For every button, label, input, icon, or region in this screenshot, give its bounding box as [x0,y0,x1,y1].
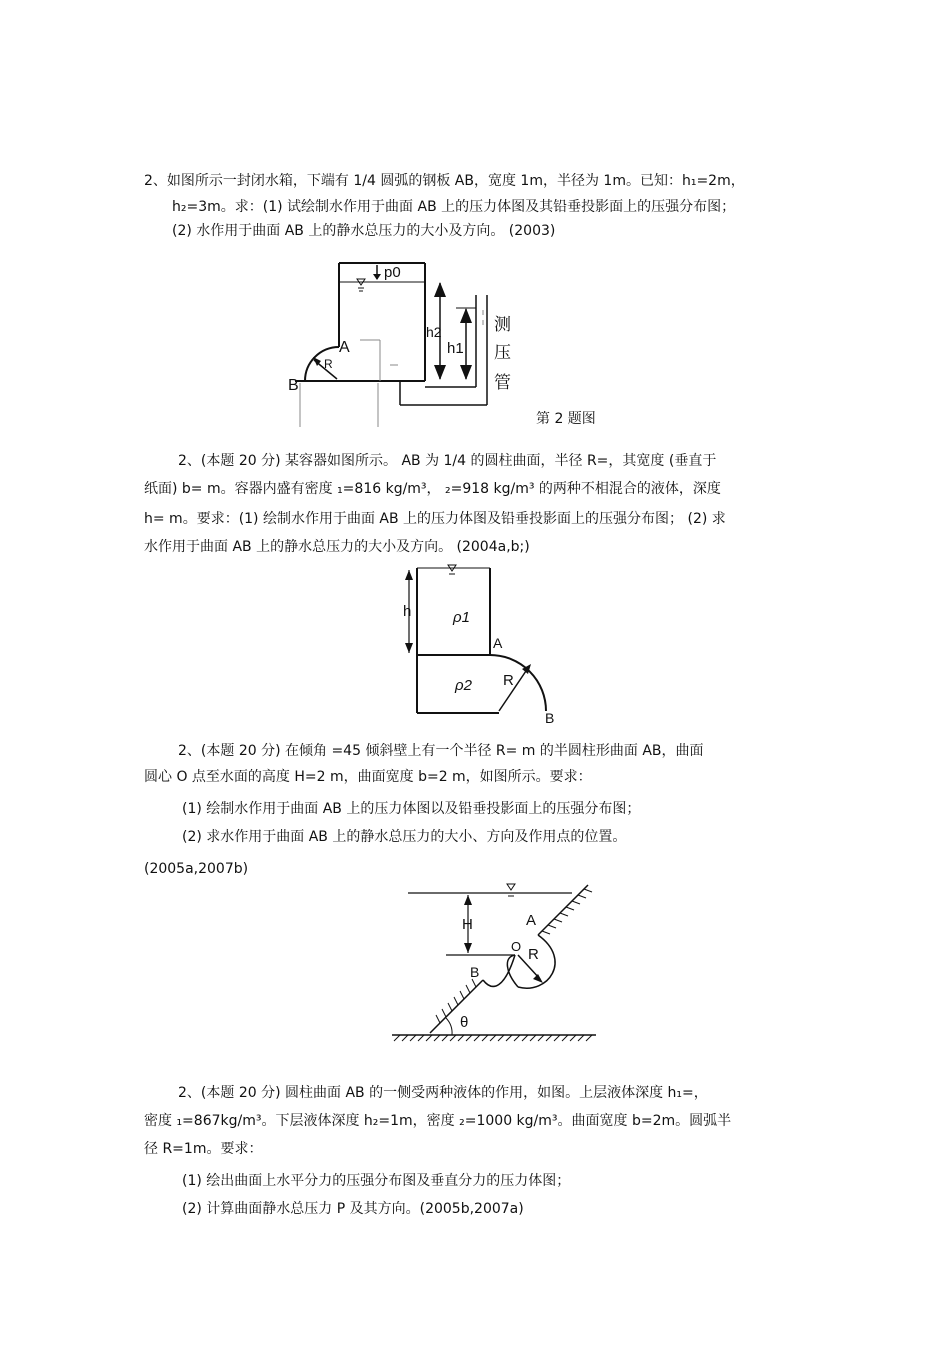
figure-3-label-R: R [528,946,539,963]
problem-2-line-1: 2、(本题 20 分) 某容器如图所示。 AB 为 1/4 的圆柱曲面，半径 R=，其宽度 (垂直于 [178,453,717,469]
figure-2-label-B: B [545,710,555,726]
figure-1-label-R: R [324,357,333,371]
figure-1-pipe-label-2: 压 [494,343,511,362]
problem-4-line-3: 径 R=1m。要求： [144,1141,263,1157]
figure-1-label-h1: h1 [447,340,464,357]
problem-1-line-1: 2、如图所示一封闭水箱，下端有 1/4 圆弧的钢板 AB，宽度 1m，半径为 1m。已知：h₁=2m， [144,173,745,189]
problem-2-line-3: h= m。要求：(1) 绘制水作用于曲面 AB 上的压力体图及铅垂投影面上的压强分布图； (2) 求 [144,511,726,527]
problem-3-line-2: 圆心 O 点至水面的高度 H=2 m，曲面宽度 b=2 m，如图所示。要求： [144,769,592,785]
figure-1-label-h2: h2 [426,324,442,340]
problem-2-line-2: 纸面) b= m。容器内盛有密度 ₁=816 kg/m³， ₂=918 kg/m³ 的两种不相混合的液体，深度 [144,481,721,497]
problem-3-line-1: 2、(本题 20 分) 在倾角 =45 倾斜壁上有一个半径 R= m 的半圆柱形曲面 AB，曲面 [178,743,704,759]
figure-2-label-rho1: ρ1 [453,609,470,626]
figure-1-label-B: B [288,377,299,394]
problem-3-line-5: (2005a,2007b) [144,861,249,877]
figure-3-label-theta: θ [460,1014,469,1031]
figure-2-label-h: h [403,603,412,620]
figure-3-label-H: H [462,916,473,933]
figure-3-label-A: A [526,912,537,929]
figure-1-pipe-label-3: 管 [494,373,511,392]
figure-2-label-A: A [493,635,503,651]
problem-1-line-3: (2) 水作用于曲面 AB 上的静水总压力的大小及方向。 (2003) [172,223,556,239]
figure-1-label-A: A [339,339,350,356]
figure-2-label-rho2: ρ2 [455,677,472,694]
figure-3-label-O: O [511,939,522,954]
problem-3-line-3: (1) 绘制水作用于曲面 AB 上的压力体图以及铅垂投影面上的压强分布图； [182,801,641,817]
figure-1-caption: 第 2 题图 [536,411,596,427]
problem-1-line-2: h₂=3m。求：(1) 试绘制水作用于曲面 AB 上的压力体图及其铅垂投影面上的压强分布图； [172,199,736,215]
problem-3-line-4: (2) 求水作用于曲面 AB 上的静水总压力的大小、方向及作用点的位置。 [182,829,627,845]
figure-1-pipe-label-1: 测 [494,315,511,334]
problem-2-line-4: 水作用于曲面 AB 上的静水总压力的大小及方向。 (2004a,b;) [144,539,530,555]
figure-3-inclined-wall [388,875,600,1043]
problem-4-line-4: (1) 绘出曲面上水平分力的压强分布图及垂直分力的压力体图； [182,1173,571,1189]
problem-4-line-5: (2) 计算曲面静水总压力 P 及其方向。(2005b,2007a) [182,1201,524,1217]
figure-2-two-liquid-container [395,560,570,728]
figure-2-label-R: R [503,672,514,689]
figure-1-closed-tank [280,255,550,430]
problem-4-line-2: 密度 ₁=867kg/m³。下层液体深度 h₂=1m，密度 ₂=1000 kg/m³。曲面宽度 b=2m。圆弧半 [144,1113,732,1129]
figure-3-label-B: B [470,964,480,980]
problem-4-line-1: 2、(本题 20 分) 圆柱曲面 AB 的一侧受两种液体的作用，如图。上层液体深度 h₁=， [178,1085,708,1101]
figure-1-label-p0: p0 [384,264,401,281]
